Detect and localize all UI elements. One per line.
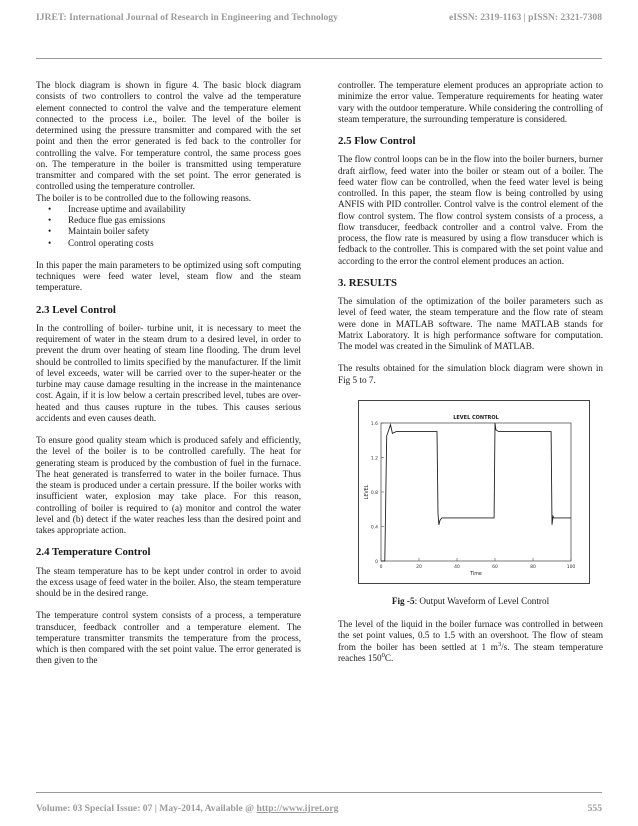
footer-rule [36,792,602,793]
left-column [36,80,301,667]
x-tick-label: 20 [416,564,422,570]
header-rule [36,58,602,59]
continued-paragraph: controller. The temperature element produces an appropriate action to minimize the error value. Temperature requirements for heating water vary with the outdoor temperature. While considering the controlling of steam temperature, the surrounding temperature is considered. [338,80,603,124]
page-number: 555 [587,803,602,814]
level-control-chart [359,401,589,583]
chart-title: LEVEL CONTROL [453,414,499,421]
page-footer [36,803,602,814]
list-item: • Increase uptime and availability [68,204,301,215]
list-item: • Maintain boiler safety [68,226,301,237]
x-tick-label: 0 [379,564,383,570]
degree-superscript: 0 [381,651,385,659]
list-item: • Reduce flue gas emissions [68,215,301,226]
x-tick-label: 80 [530,564,536,570]
flow-control-paragraph: The flow control loops can be in the flow into the boiler burners, burner draft airflow, feed water into the boiler or steam out of a boiler. The feed water flow can be controlled, when the feed water level is being controlled. In this paper, the steam flow is being controlled by using ANFIS with PID controller. Control valve is the control element of the flow control system. The flow control system consists of a process, a flow transducer, feedback controller and a control valve. From the process, the flow rate is measured by using a flow transducer which is fedback to the controller. This is compared with the set point value and according to the error the control element produces an action. [338,154,603,266]
intro-paragraph-3: In this paper the main parameters to be optimized using soft computing techniques were feed water level, steam flow and the steam temperature. [36,259,301,293]
section-heading-temperature-control: 2.4 Temperature Control [36,546,151,559]
y-tick-label: 1.6 [370,421,378,427]
level-control-figure [358,400,590,584]
results-paragraph-2: The results obtained for the simulation block diagram were shown in Fig 5 to 7. [338,363,603,385]
list-item: • Control operating costs [68,238,301,249]
journal-title: IJRET: International Journal of Research in Engineering and Technology [36,12,338,23]
x-tick-label: 40 [454,564,460,570]
figure-caption [338,596,603,607]
temperature-control-paragraph-2: The temperature control system consists of a process, a temperature transducer, feedback controller and a temperature element. The temperature transmitter transmits the temperature from the process, which is then compared with the set point value. The error generated is then given to the [36,610,301,666]
figure-caption-text: : Output Waveform of Level Control [414,595,550,606]
x-tick-label: 60 [492,564,498,570]
y-tick-label: 0 [375,559,378,565]
y-tick-label: 0.4 [370,525,378,531]
right-column [338,80,603,664]
temperature-control-paragraph-1: The steam temperature has to be kept under control in order to avoid the excess usage of feed water in the boiler. Also, the steam temperature should be in the desired range. [36,565,301,598]
x-tick-label: 100 [566,564,576,570]
intro-paragraph-1: The block diagram is shown in figure 4. The basic block diagram consists of two controllers to control the valve ad the temperature element connected to control the valve and the temperature element connected to the process i.e., boiler. The level of the boiler is determined using the pressure transmitter and compared with the set point and then the error generated is fed back to the controller for controlling the valve. For temperature control, the same process goes on. The temperature in the boiler is transmitted using temperature transmitter and compared with the set point. The error generated is controlled using the temperature controller. [36,80,301,192]
journal-link[interactable]: http://www.ijret.org [256,803,339,814]
summary-text-c: C. [384,652,394,663]
section-heading-results: 3. RESULTS [338,276,398,289]
y-tick-label: 1.2 [370,456,378,462]
issn-label: eISSN: 2319-1163 | pISSN: 2321-7308 [449,12,602,23]
footer-volume-info: Volume: 03 Special Issue: 07 | May-2014, Available @ [36,803,257,814]
results-summary-paragraph [338,619,603,664]
y-axis-label: LEVEL [365,484,370,500]
level-control-paragraph-2: To ensure good quality steam which is produced safely and efficiently, the level of the boiler is to be controlled carefully. The heat for generating steam is produced by the combustion of fuel in the furnace. The heat generated is transferred to water in the boiler furnace. Thus the steam is produced under a certain pressure. If the boiler works with insufficient water, explosion may take place. For this reason, controlling of boiler is required to (a) monitor and control the water level and (b) detect if the water reaches less than the desired point and takes appropriate action. [36,435,301,535]
figure-label: Fig -5 [391,595,415,606]
running-header [36,12,602,34]
x-axis-label: Time [470,571,482,577]
cubic-superscript: 3 [497,640,502,648]
level-control-paragraph-1: In the controlling of boiler- turbine unit, it is necessary to meet the requirement of water in the steam drum to a desired level, in order to prevent the drum over heating of steam line flooding. The drum level should be controlled to limits specified by the manufacturer. If the limit of level exceeds, water will be carried over to the super-heater or the turbine may cause damage resulting in the increase in the maintenance cost. Again, if it is low below a certain prescribed level, tubes are over-heated and thus causes rupture in the tubes. This causes serious accidents and even causes death. [36,322,301,423]
intro-paragraph-2: The boiler is to be controlled due to the following reasons. [36,192,252,203]
y-tick-label: 0.8 [370,490,378,496]
results-paragraph-1: The simulation of the optimization of the boiler parameters such as level of feed water, the steam temperature and the flow rate of steam were done in MATLAB software. The name MATLAB stands for Matrix Laboratory. It is high performance software for computation. The model was created in the Simulink of MATLAB. [338,296,603,351]
plot-area [381,423,571,561]
section-heading-flow-control: 2.5 Flow Control [338,135,416,147]
summary-text-a: The level of the liquid in the boiler furnace was controlled in between the set point values, 0.5 to 1.5 with an overshoot. The flow of steam from the boiler has been settled at 1 m [338,619,603,652]
summary-text-b: /s. The steam temperature reaches 150 [338,641,603,663]
section-heading-level-control: 2.3 Level Control [36,303,116,316]
reasons-list [36,204,301,249]
